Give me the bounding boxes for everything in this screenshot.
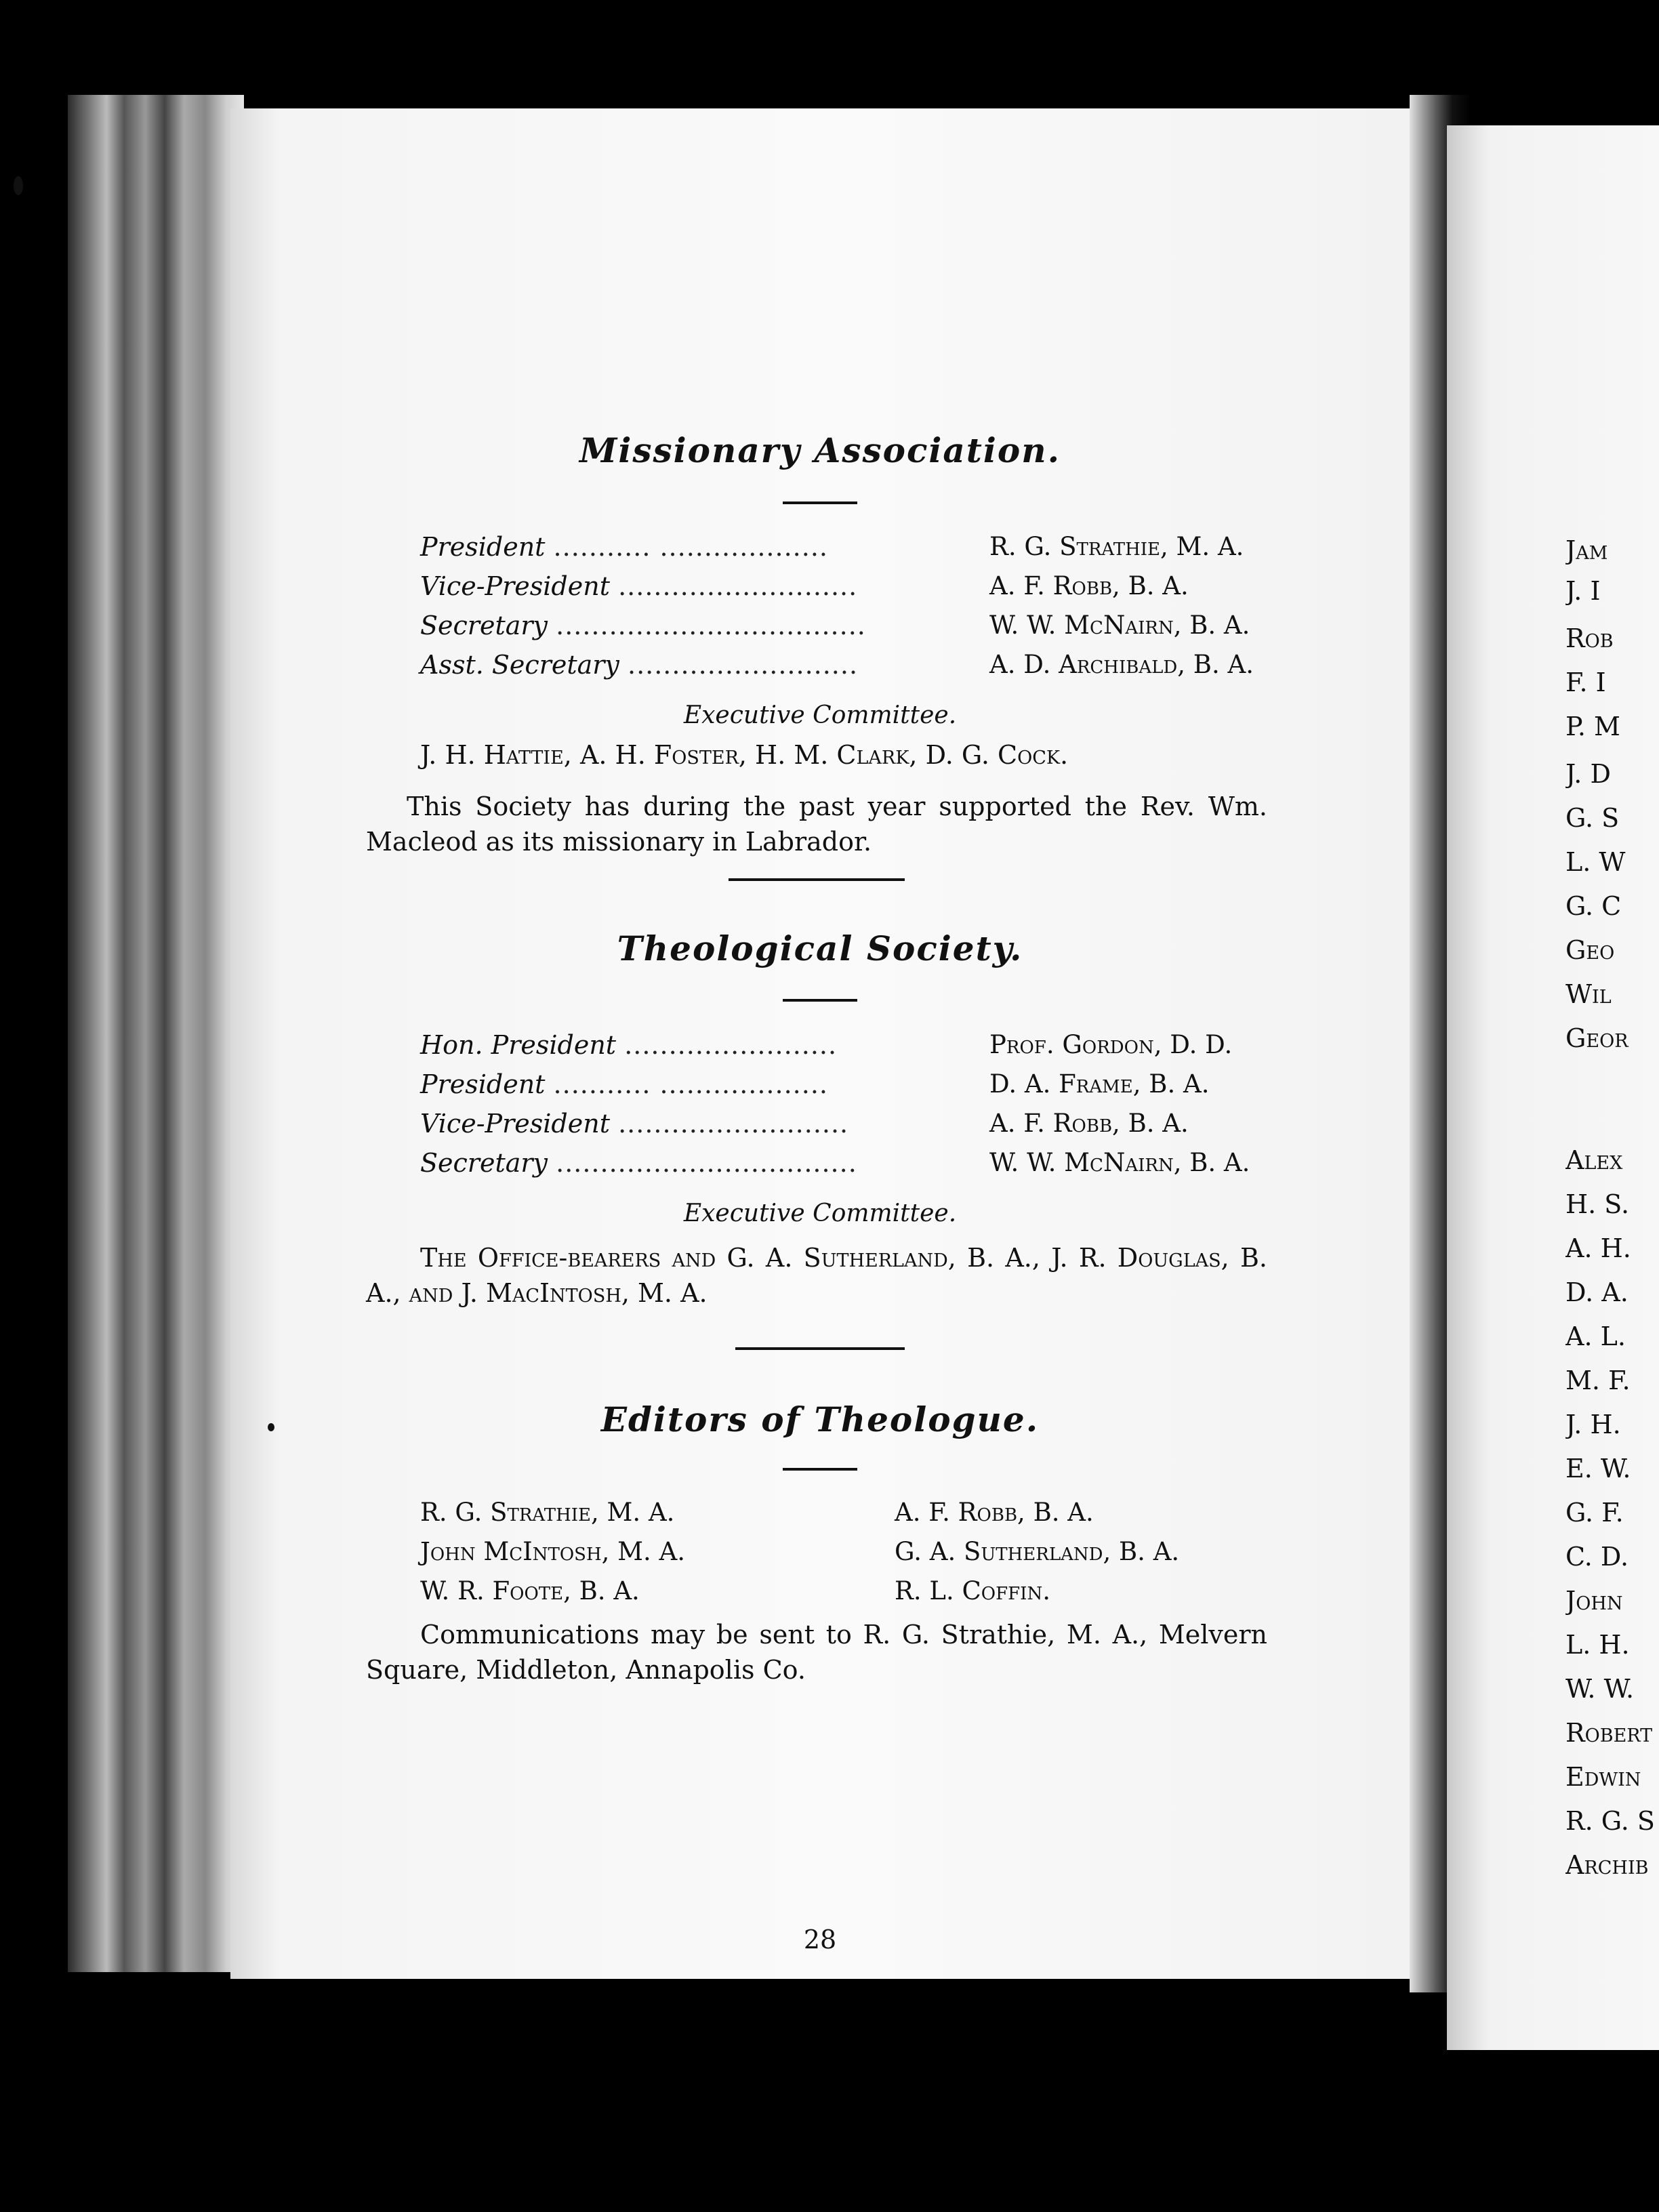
officer-name: D. A. Frame, B. A.	[989, 1069, 1210, 1099]
divider-rule	[783, 1468, 857, 1471]
right-page-fragment: G. C	[1565, 891, 1622, 921]
officer-row: Secretary ................................... W. W. McNairn, B. A.	[420, 611, 1250, 640]
editor-name: W. R. Foote, B. A.	[420, 1576, 640, 1605]
right-page-fragment: Edwin	[1565, 1762, 1641, 1792]
right-page-fragment: H. S.	[1565, 1189, 1630, 1219]
right-page-fragment: J. I	[1565, 576, 1601, 606]
editor-name: R. L. Coffin.	[895, 1576, 1050, 1605]
officer-name: A. F. Robb, B. A.	[989, 571, 1189, 600]
divider-rule	[783, 501, 857, 504]
society-note: This Society has during the past year supported the Rev. Wm. Macleod as its missionary in Labrador.	[366, 792, 1267, 857]
page-number: 28	[803, 1925, 837, 1954]
section-separator	[729, 878, 905, 881]
right-page-fragment: E. W.	[1565, 1454, 1631, 1483]
editor-name: A. F. Robb, B. A.	[895, 1498, 1094, 1527]
committee-heading: Executive Committee.	[683, 1200, 957, 1227]
officer-row: President ........... ................... D. A. Frame, B. A.	[420, 1069, 1210, 1099]
right-page-fragment: D. A.	[1565, 1277, 1629, 1307]
right-page-fragment: L. W	[1565, 847, 1626, 877]
right-page-fragment: Jam	[1565, 535, 1608, 565]
right-page-fragment: John	[1565, 1586, 1623, 1616]
editor-name: John McIntosh, M. A.	[420, 1537, 686, 1566]
officer-row: President ........... ................... R. G. Strathie, M. A.	[420, 532, 1244, 562]
officer-row: Secretary .................................. W. W. McNairn, B. A.	[420, 1148, 1250, 1178]
right-page-fragment: A. H.	[1565, 1233, 1631, 1263]
committee-heading: Executive Committee.	[683, 701, 957, 729]
right-page	[1447, 125, 1659, 2050]
right-page-fragment: Robert	[1565, 1718, 1653, 1748]
right-page-fragment: J. D	[1565, 759, 1611, 789]
editor-name: R. G. Strathie, M. A.	[420, 1498, 675, 1527]
officer-name: Prof. Gordon, D. D.	[989, 1030, 1233, 1059]
right-page-fragment: Geo	[1565, 935, 1615, 965]
divider-rule	[783, 999, 857, 1002]
right-page-fragment: G. F.	[1565, 1498, 1624, 1528]
officer-row: Vice-President .......................... A. F. Robb, B. A.	[420, 1109, 1189, 1139]
officer-name: W. W. McNairn, B. A.	[989, 1148, 1250, 1177]
communications-note: Communications may be sent to R. G. Strathie, M. A., Melvern Square, Middleton, Annapolis Co.	[366, 1620, 1267, 1685]
officer-name: R. G. Strathie, M. A.	[989, 532, 1244, 561]
right-page-fragment: Rob	[1565, 623, 1614, 653]
left-page-content	[366, 0, 1274, 2212]
right-page-fragment: W. W.	[1565, 1674, 1635, 1704]
committee-members: J. H. Hattie, A. H. Foster, H. M. Clark, D. G. Cock.	[420, 740, 1069, 770]
speck-mark	[268, 1423, 274, 1431]
missionary-heading: Missionary Association.	[579, 430, 1061, 470]
editors-heading: Editors of Theologue.	[600, 1399, 1040, 1439]
right-page-fragment: Archib	[1565, 1850, 1649, 1880]
right-page-fragment: F. I	[1565, 668, 1606, 697]
officer-name: W. W. McNairn, B. A.	[989, 611, 1250, 640]
officer-name: A. F. Robb, B. A.	[989, 1109, 1189, 1138]
book-page-edges	[68, 95, 244, 1972]
right-page-fragment: G. S	[1565, 803, 1620, 833]
right-page-fragment: L. H.	[1565, 1630, 1630, 1660]
section-separator	[735, 1347, 905, 1350]
editor-name: G. A. Sutherland, B. A.	[895, 1537, 1180, 1566]
right-page-fragment: Wil	[1565, 979, 1612, 1009]
right-page-fragment: A. L.	[1565, 1322, 1626, 1351]
speck-mark	[14, 176, 23, 195]
officer-row: Vice-President ........................... A. F. Robb, B. A.	[420, 571, 1189, 601]
theological-heading: Theological Society.	[617, 928, 1023, 968]
right-page-fragment: Alex	[1565, 1145, 1623, 1175]
right-page-fragment: C. D.	[1565, 1542, 1629, 1572]
right-page-fragment: Geor	[1565, 1023, 1629, 1053]
right-page-fragment: M. F.	[1565, 1366, 1631, 1395]
officer-name: A. D. Archibald, B. A.	[989, 650, 1254, 679]
committee-members: The Office-bearers and G. A. Sutherland, B. A., J. R. Douglas, B. A., and J. MacIntosh, M. A.	[366, 1243, 1267, 1308]
officer-row: Hon. President ........................ Prof. Gordon, D. D.	[420, 1030, 1233, 1060]
right-page-fragment: R. G. S	[1565, 1806, 1655, 1836]
right-page-fragment: J. H.	[1565, 1410, 1621, 1439]
right-page-fragment: P. M	[1565, 712, 1620, 741]
officer-row: Asst. Secretary .......................... A. D. Archibald, B. A.	[420, 650, 1254, 680]
